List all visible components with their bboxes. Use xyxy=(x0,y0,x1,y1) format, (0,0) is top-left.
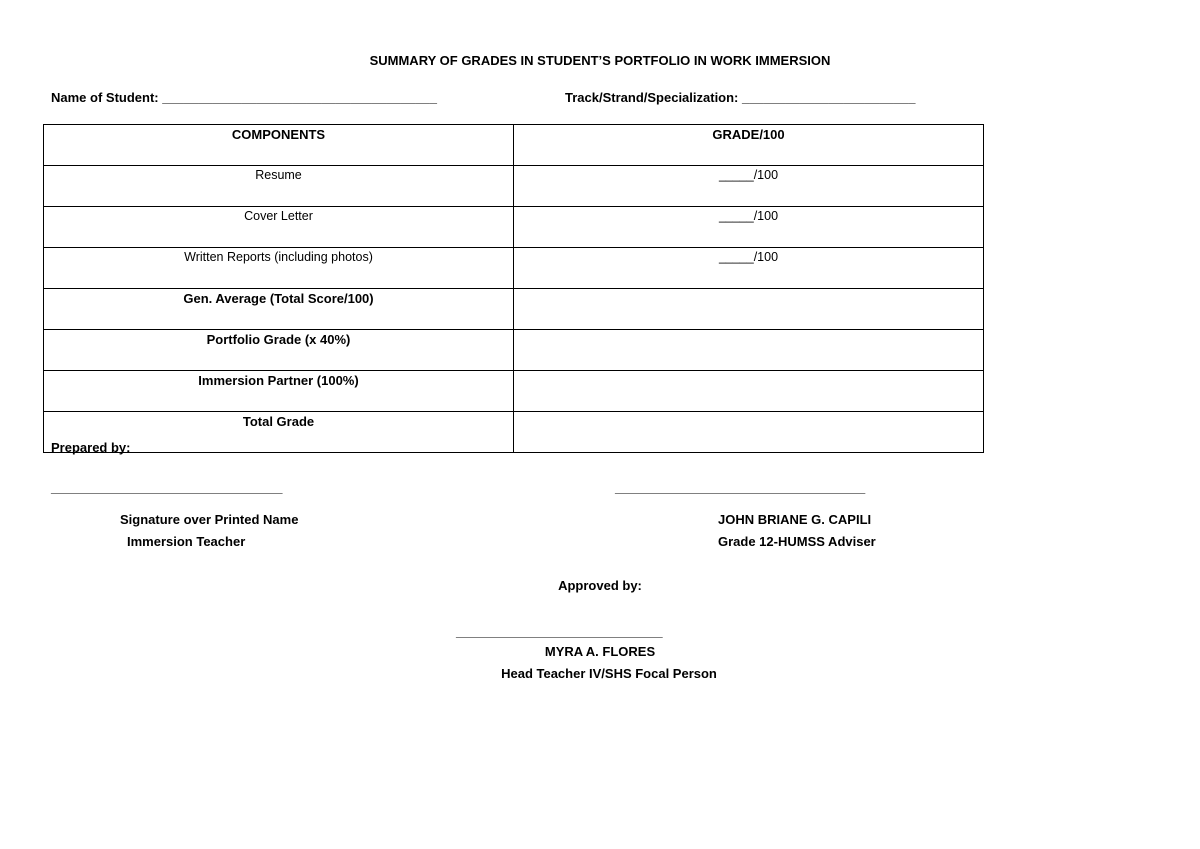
student-name-field: Name of Student: ______________________________________ xyxy=(51,90,437,105)
prepared-by-label: Prepared by: xyxy=(51,440,131,455)
grade-cell xyxy=(514,289,984,330)
component-cell: Gen. Average (Total Score/100) xyxy=(44,289,514,330)
header-grade: GRADE/100 xyxy=(514,125,984,166)
component-cell: Portfolio Grade (x 40%) xyxy=(44,330,514,371)
component-cell: Written Reports (including photos) xyxy=(44,248,514,289)
right-signature-role: Grade 12-HUMSS Adviser xyxy=(718,534,876,549)
table-header-row xyxy=(44,125,984,166)
table-row xyxy=(44,166,984,207)
approved-by-label: Approved by: xyxy=(558,578,642,593)
grade-cell: _____/100 xyxy=(514,166,984,207)
grades-table xyxy=(43,124,984,453)
header-components: COMPONENTS xyxy=(44,125,514,166)
grade-cell xyxy=(514,330,984,371)
table-row xyxy=(44,412,984,453)
document-title: SUMMARY OF GRADES IN STUDENT’S PORTFOLIO IN WORK IMMERSION xyxy=(369,53,831,68)
table-row xyxy=(44,330,984,371)
approver-name: MYRA A. FLORES xyxy=(544,644,656,659)
table-row xyxy=(44,289,984,330)
grade-cell xyxy=(514,412,984,453)
grade-cell: _____/100 xyxy=(514,248,984,289)
table-row xyxy=(44,371,984,412)
approver-signature-line: _________________________________ xyxy=(456,624,662,639)
component-cell: Immersion Partner (100%) xyxy=(44,371,514,412)
component-cell: Cover Letter xyxy=(44,207,514,248)
right-signature-name: JOHN BRIANE G. CAPILI xyxy=(718,512,872,527)
left-signature-role: Immersion Teacher xyxy=(127,534,246,549)
grade-cell xyxy=(514,371,984,412)
track-strand-field: Track/Strand/Specialization: ________________________ xyxy=(565,90,916,105)
right-signature-line: ________________________________________ xyxy=(615,480,865,495)
table-row xyxy=(44,207,984,248)
grade-cell: _____/100 xyxy=(514,207,984,248)
approver-role: Head Teacher IV/SHS Focal Person xyxy=(501,666,717,681)
left-signature-line: _____________________________________ xyxy=(51,480,282,495)
table-row xyxy=(44,248,984,289)
left-signature-name: Signature over Printed Name xyxy=(120,512,299,527)
component-cell: Total Grade xyxy=(44,412,514,453)
component-cell: Resume xyxy=(44,166,514,207)
